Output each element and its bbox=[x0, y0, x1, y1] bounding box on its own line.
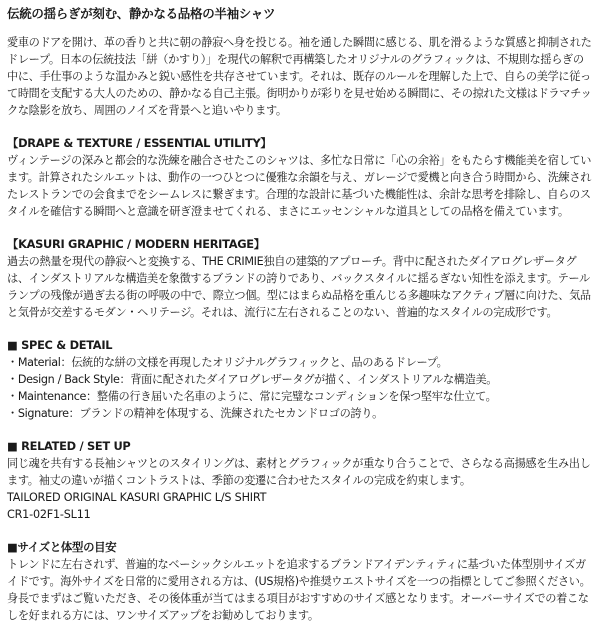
related-heading: ■ RELATED / SET UP bbox=[7, 439, 131, 453]
intro-paragraph: 愛車のドアを開け、革の香りと共に朝の静寂へ身を投じる。袖を通した瞬間に感じる、肌を滑るような質感と抑制されたドレープ。日本の伝統技法「絣（かすり）」を現代の解釈で再構築したオリジナルのグラフィックは、不規則な揺らぎの中に、手仕事のような温かみと鋭い感性を共存させています。それは、既存のルールを理解した上で、自らの美学に従って時間を支配する大人のための、静かなる自己主張。街明かりが彩りを見せ始める瞬間に、その掠れた文様はドラマチックな陰影を放ち、周囲のノイズを背景へと追いやります。 bbox=[7, 36, 592, 117]
spec-item-maintenance: ・Maintenance：整備の行き届いた名車のように、常に完璧なコンディションを保つ堅牢な仕立て。 bbox=[7, 390, 497, 403]
drape-heading: 【DRAPE & TEXTURE / ESSENTIAL UTILITY】 bbox=[7, 136, 272, 150]
spec-list bbox=[7, 354, 594, 422]
drape-texture-section bbox=[7, 135, 594, 220]
kasuri-graphic-section bbox=[7, 236, 594, 321]
spec-item-design: ・Design / Back Style：背面に配されたダイアログレザータグが描く、インダストリアルな構造美。 bbox=[7, 373, 498, 386]
drape-paragraph: ヴィンテージの深みと都会的な洗練を融合させたこのシャツは、多忙な日常に「心の余裕」をもたらす機能美を宿しています。計算されたシルエットは、動作の一つひとつに優雅な余韻を与え、ガレージで愛機と向き合う時間から、洗練されたレストランでの会食までをシームレスに繋ぎます。合理的な設計に基づいた機能性は、余計な思考を排除し、自らのスタイルを確信する瞬間へと意識を研ぎ澄ませてくれる、まさにエッセンシャルな道具としての品格を備えています。 bbox=[7, 154, 592, 218]
related-setup-section bbox=[7, 438, 594, 523]
size-heading: ■サイズと体型の目安 bbox=[7, 540, 117, 554]
page-title: 伝統の揺らぎが刻む、静かなる品格の半袖シャツ bbox=[7, 6, 276, 21]
size-guide-section bbox=[7, 539, 594, 624]
related-product-name: TAILORED ORIGINAL KASURI GRAPHIC L/S SHIRT bbox=[7, 491, 267, 504]
spec-detail-section bbox=[7, 337, 594, 422]
spec-item-signature: ・Signature：ブランドの精神を体現する、洗練されたセカンドロゴの誇り。 bbox=[7, 407, 383, 420]
size-paragraph: トレンドに左右されず、普遍的なベーシックシルエットを追求するブランドアイデンティティに基づいた体型別サイズガイドです。海外サイズを日常的に愛用される方は、(US規格)や推奨ウエストサイズを一つの指標としてご参照ください。身長でまずはご覧いただき、その後体重が当てはまる項目がおすすめのサイズ感となります。オーバーサイズでの着こなしを好まれる方には、ワンサイズアップをお勧めしております。 bbox=[7, 558, 591, 622]
kasuri-heading: 【KASURI GRAPHIC / MODERN HERITAGE】 bbox=[7, 237, 265, 251]
kasuri-paragraph: 過去の熱量を現代の静寂へと変換する、THE CRIMIE独自の建築的アプローチ。背中に配されたダイアログレザータグは、インダストリアルな構造美を象徴するブランドの誇りであり、バックスタイルに揺るぎない知性を添えます。テールランプの残像が過ぎ去る街の呼吸の中で、際立つ個。型にはまらぬ品格を重んじる多趣味なアクティブ層に向けた、気品と気骨が交差するモダン・ヘリテージ。それは、流行に左右されることのない、普遍的なスタイルの完成形です。 bbox=[7, 255, 591, 319]
spec-heading: ■ SPEC & DETAIL bbox=[7, 338, 113, 352]
related-paragraph: 同じ魂を共有する長袖シャツとのスタイリングは、素材とグラフィックが重なり合うことで、さらなる高揚感を生み出します。袖丈の違いが描くコントラストは、季節の変遷に合わせたスタイルの完成を約束します。 bbox=[7, 457, 591, 487]
related-product-code: CR1-02F1-SL11 bbox=[7, 508, 91, 521]
spec-item-material: ・Material：伝統的な絣の文様を再現したオリジナルグラフィックと、品のあるドレープ。 bbox=[7, 356, 448, 369]
